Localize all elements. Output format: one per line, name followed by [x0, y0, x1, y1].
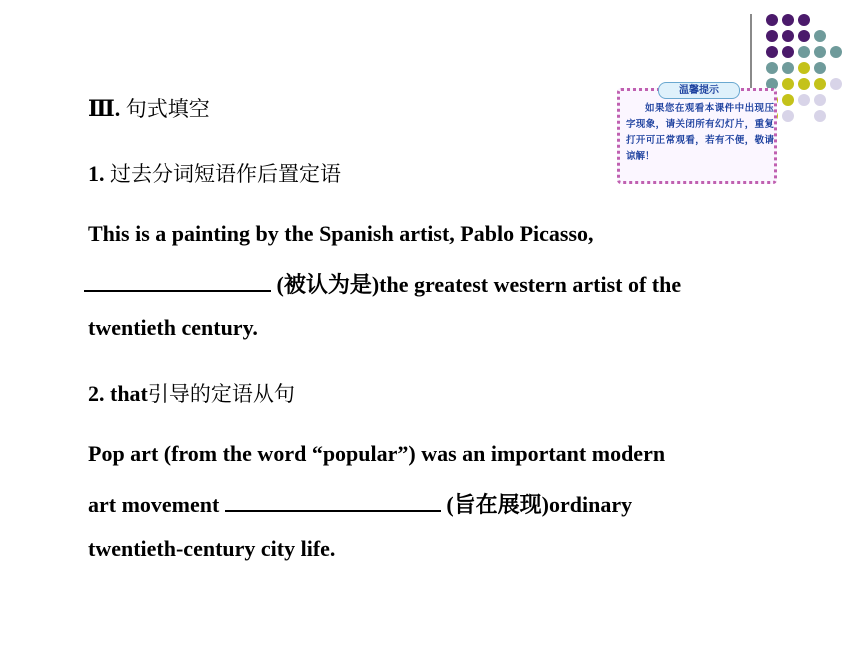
item1-label-text: 过去分词短语作后置定语: [110, 162, 341, 186]
item1-label-number: 1.: [88, 161, 105, 186]
decorative-dot: [782, 46, 794, 58]
decorative-dot-grid: [766, 14, 860, 144]
decorative-dot: [830, 78, 842, 90]
item2-line3: twentieth-century city life.: [88, 536, 336, 561]
item2-answer-blank[interactable]: [225, 492, 441, 512]
decorative-dot: [782, 30, 794, 42]
decorative-dot: [798, 46, 810, 58]
item2-hint: (旨在展现)ordinary: [446, 492, 633, 517]
decorative-dot: [782, 78, 794, 90]
decorative-dot: [814, 110, 826, 122]
item2-line2-prefix: art movement: [88, 492, 220, 517]
decorative-dot: [782, 110, 794, 122]
tip-text: 如果您在观看本课件中出现压字现象，请关闭所有幻灯片，重复打开可正常观看，若有不便，敬请谅解！: [626, 103, 774, 162]
decorative-dot: [814, 46, 826, 58]
decorative-dot: [798, 30, 810, 42]
item1-answer-blank[interactable]: [84, 272, 271, 292]
decorative-dot: [782, 14, 794, 26]
decorative-dot: [782, 62, 794, 74]
item1-line1: This is a painting by the Spanish artist, Pablo Picasso,: [88, 221, 594, 246]
decorative-dot: [766, 46, 778, 58]
decorative-dot: [830, 46, 842, 58]
decorative-dot: [766, 30, 778, 42]
item2-line2: [88, 488, 632, 519]
decorative-dot: [798, 14, 810, 26]
decorative-dot: [766, 14, 778, 26]
decorative-dot: [798, 94, 810, 106]
decorative-dot: [814, 94, 826, 106]
tip-title: 温馨提示: [658, 82, 740, 99]
section-heading-number: Ⅲ.: [88, 96, 121, 121]
item2-line1: Pop art (from the word “popular”) was an important modern: [88, 441, 666, 466]
decorative-dot: [814, 78, 826, 90]
decorative-dot: [814, 62, 826, 74]
item1-line2: [84, 268, 681, 299]
section-heading: [88, 93, 210, 123]
item2-label-number: 2. that: [88, 381, 148, 406]
decorative-dot: [798, 78, 810, 90]
item2-label-text: 引导的定语从句: [147, 382, 295, 406]
section-heading-text: 句式填空: [125, 97, 210, 121]
item2-label: [88, 378, 295, 408]
decorative-dot: [814, 30, 826, 42]
item1-hint: (被认为是)the greatest western artist of the: [276, 272, 682, 297]
tip-box: [617, 85, 777, 184]
item1-label: [88, 158, 341, 188]
decorative-dot: [766, 62, 778, 74]
decorative-dot: [782, 94, 794, 106]
item1-line3: twentieth century.: [88, 315, 258, 340]
decorative-dot: [798, 62, 810, 74]
